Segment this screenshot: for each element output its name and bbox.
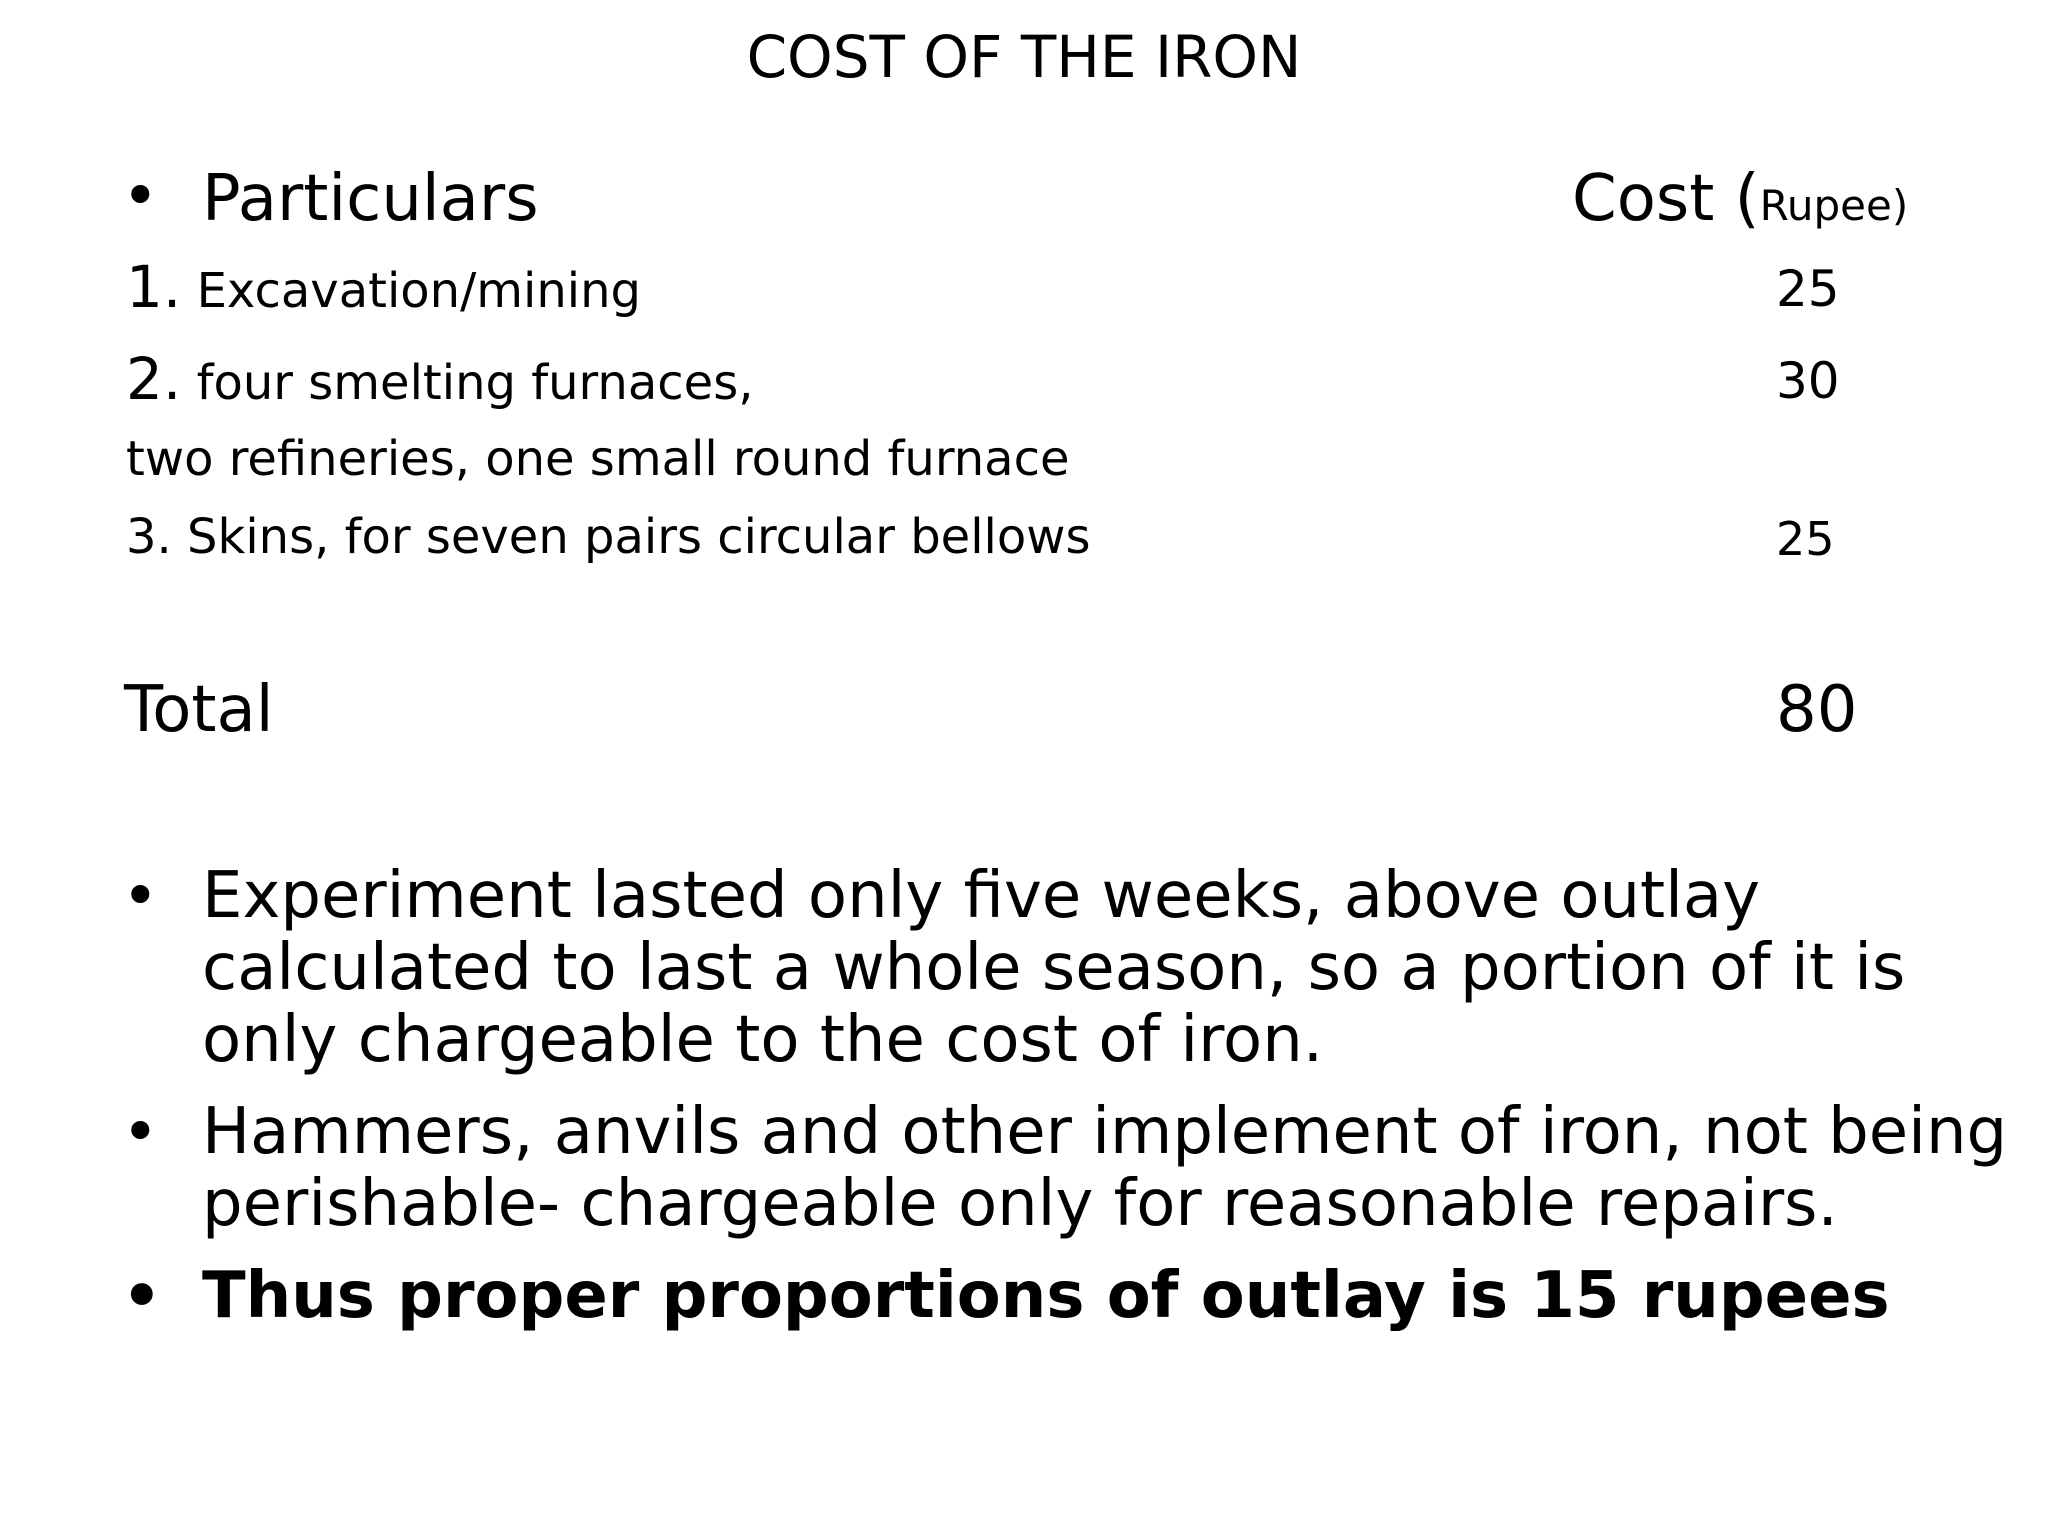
total-label: Total xyxy=(124,673,274,747)
cost-heading xyxy=(1572,160,1908,245)
list-item xyxy=(122,1260,2022,1332)
table-row xyxy=(126,252,641,337)
cost-heading-prefix: Cost ( xyxy=(1572,162,1760,236)
bullet-icon: • xyxy=(122,1095,159,1168)
item-text-continuation: two refineries, one small round furnace xyxy=(126,431,1070,487)
table-row: 3. Skins, for seven pairs circular bellows xyxy=(126,509,1091,565)
list-item-text: Hammers, anvils and other implement of iron, not being perishable- chargeable only for reasonable repairs. xyxy=(202,1095,2008,1241)
total-value: 80 xyxy=(1776,673,1858,747)
list-item-text: Thus proper proportions of outlay is 15 rupees xyxy=(202,1259,1890,1333)
bullet-icon: • xyxy=(122,159,159,232)
bullet-list xyxy=(122,860,2022,1352)
bullet-icon: • xyxy=(122,1259,162,1332)
item-text: Excavation/mining xyxy=(181,263,641,319)
bullet-icon: • xyxy=(122,859,159,932)
item-cost: 30 xyxy=(1776,352,1840,410)
particulars-heading: Particulars xyxy=(202,162,539,236)
slide-title: COST OF THE IRON xyxy=(746,23,1302,91)
list-item-text: Experiment lasted only five weeks, above outlay calculated to last a whole season, so a portion of it is only chargeable to the cost of iron. xyxy=(202,859,1906,1077)
list-item xyxy=(122,860,2022,1076)
table-row xyxy=(126,344,753,429)
item-number: 2. xyxy=(126,345,182,413)
item-cost: 25 xyxy=(1776,260,1840,318)
item-text: four smelting furnaces, xyxy=(181,355,754,411)
cost-heading-unit: Rupee) xyxy=(1759,181,1909,230)
list-item xyxy=(122,1096,2022,1240)
item-number: 1. xyxy=(126,253,182,321)
item-cost: 25 xyxy=(1776,512,1835,566)
